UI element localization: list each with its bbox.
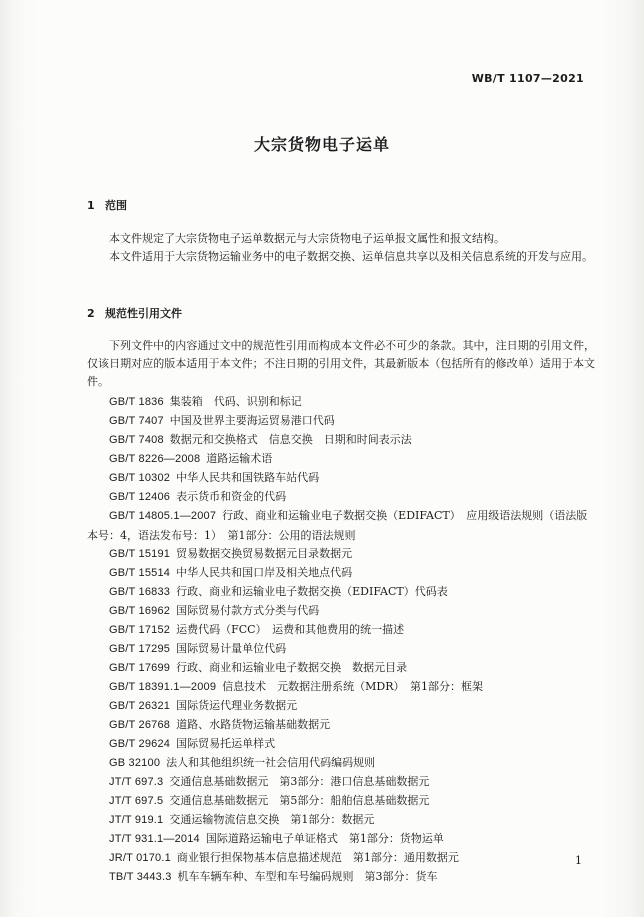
reference-code: GB/T 7407 [109, 415, 164, 427]
reference-name: 贸易数据交换贸易数据元目录数据元 [176, 547, 353, 560]
reference-name: 法人和其他组织统一社会信用代码编码规则 [166, 756, 376, 769]
section-2-intro: 下列文件中的内容通过文中的规范性引用而构成本文件必不可少的条款。其中，注日期的引用文件，仅该日期对应的版本适用于本文件；不注日期的引用文件，其最新版本（包括所有的修改单）适用于本文件。 [87, 339, 595, 388]
reference-item [87, 430, 595, 449]
reference-item [87, 601, 595, 620]
reference-code: JT/T 697.5 [109, 795, 164, 807]
reference-item [87, 791, 595, 810]
reference-name: 国际贸易托运单样式 [176, 737, 276, 750]
reference-code: JT/T 697.3 [109, 776, 164, 788]
section-2-title: 规范性引用文件 [105, 307, 182, 320]
reference-name: 行政、商业和运输业电子数据交换 数据元目录 [176, 661, 408, 674]
reference-name: 中华人民共和国铁路车站代码 [176, 471, 320, 484]
section-1-number: 1 [87, 199, 95, 212]
reference-item [87, 810, 595, 829]
standard-code: WB/T 1107—2021 [471, 72, 584, 85]
reference-item [87, 734, 595, 753]
reference-code: GB/T 7408 [109, 434, 164, 446]
reference-code: GB/T 15191 [109, 548, 171, 560]
reference-item [87, 506, 595, 544]
reference-item [87, 411, 595, 430]
reference-item [87, 715, 595, 734]
reference-item [87, 677, 595, 696]
reference-item [87, 829, 595, 848]
reference-item [87, 563, 595, 582]
reference-code: GB/T 12406 [109, 491, 171, 503]
reference-list [87, 392, 595, 886]
reference-item [87, 544, 595, 563]
reference-name: 道路运输术语 [206, 452, 273, 465]
reference-code: JT/T 931.1—2014 [109, 833, 200, 845]
reference-name: 集装箱 代码、识别和标记 [169, 395, 302, 408]
reference-name: 机车车辆车种、车型和车号编码规则 第3部分：货车 [177, 870, 438, 883]
reference-name: 行政、商业和运输业电子数据交换（EDIFACT） 应用级语法规则（语法版本号：4，语法发布号：1） 第1部分：公用的语法规则 [87, 509, 588, 542]
reference-code: GB/T 1836 [109, 396, 164, 408]
reference-code: GB/T 10302 [109, 472, 171, 484]
reference-name: 国际贸易计量单位代码 [176, 642, 287, 655]
reference-name: 商业银行担保物基本信息描述规范 第1部分：通用数据元 [176, 851, 459, 864]
reference-code: GB/T 15514 [109, 567, 171, 579]
reference-name: 运费代码（FCC） 运费和其他费用的统一描述 [176, 623, 405, 636]
reference-item [87, 696, 595, 715]
reference-item [87, 867, 595, 886]
reference-item [87, 582, 595, 601]
section-1-heading [87, 197, 127, 213]
reference-name: 中国及世界主要海运贸易港口代码 [169, 414, 335, 427]
reference-name: 交通运输物流信息交换 第1部分：数据元 [169, 813, 375, 826]
reference-code: GB/T 16962 [109, 605, 171, 617]
reference-name: 信息技术 元数据注册系统（MDR） 第1部分：框架 [222, 680, 484, 693]
reference-item [87, 753, 595, 772]
section-1-title: 范围 [105, 199, 127, 212]
reference-name: 道路、水路货物运输基础数据元 [176, 718, 331, 731]
reference-code: GB/T 8226—2008 [109, 453, 201, 465]
document-title: 大宗货物电子运单 [253, 135, 390, 154]
reference-item [87, 468, 595, 487]
reference-name: 国际货运代理业务数据元 [176, 699, 298, 712]
section-2-number: 2 [87, 307, 95, 320]
reference-item [87, 848, 595, 867]
reference-code: GB/T 26768 [109, 719, 171, 731]
reference-item [87, 639, 595, 658]
section-1-paragraph-1: 本文件规定了大宗货物电子运单数据元与大宗货物电子运单报文属性和报文结构。 [109, 232, 505, 245]
reference-item [87, 772, 595, 791]
section-2-heading [87, 305, 182, 321]
reference-name: 数据元和交换格式 信息交换 日期和时间表示法 [169, 433, 412, 446]
section-1-paragraph-2: 本文件适用于大宗货物运输业务中的电子数据交换、运单信息共享以及相关信息系统的开发与应用。 [109, 250, 593, 263]
reference-code: GB/T 18391.1—2009 [109, 681, 217, 693]
reference-name: 表示货币和资金的代码 [176, 490, 287, 503]
reference-code: GB/T 26321 [109, 700, 171, 712]
reference-item [87, 487, 595, 506]
reference-name: 中华人民共和国口岸及相关地点代码 [176, 566, 353, 579]
reference-name: 交通信息基础数据元 第3部分：港口信息基础数据元 [169, 775, 430, 788]
reference-code: TB/T 3443.3 [109, 871, 172, 883]
reference-item [87, 620, 595, 639]
page-number: 1 [575, 854, 582, 867]
reference-code: GB/T 16833 [109, 586, 171, 598]
reference-name: 国际贸易付款方式分类与代码 [176, 604, 320, 617]
reference-item [87, 392, 595, 411]
reference-name: 国际道路运输电子单证格式 第1部分：货物运单 [205, 832, 444, 845]
reference-code: GB/T 17699 [109, 662, 171, 674]
reference-item [87, 449, 595, 468]
reference-code: GB/T 17152 [109, 624, 171, 636]
reference-name: 行政、商业和运输业电子数据交换（EDIFACT）代码表 [176, 585, 448, 598]
reference-code: GB/T 29624 [109, 738, 171, 750]
reference-code: GB/T 17295 [109, 643, 171, 655]
reference-code: JR/T 0170.1 [109, 852, 171, 864]
reference-item [87, 658, 595, 677]
reference-code: JT/T 919.1 [109, 814, 164, 826]
reference-code: GB 32100 [109, 757, 161, 769]
reference-code: GB/T 14805.1—2007 [109, 510, 217, 522]
reference-name: 交通信息基础数据元 第5部分：船舶信息基础数据元 [169, 794, 430, 807]
